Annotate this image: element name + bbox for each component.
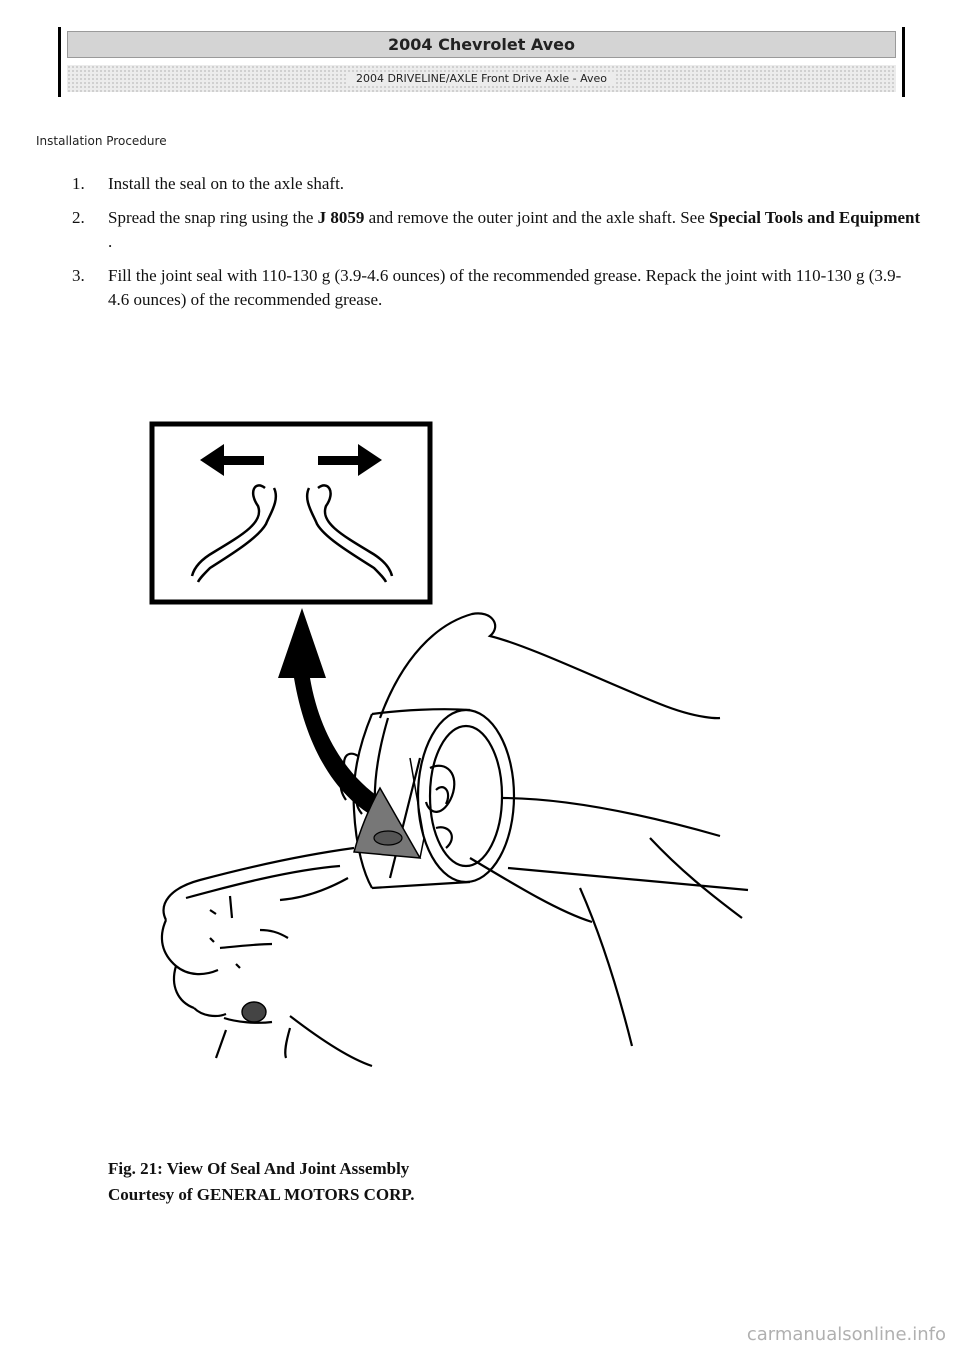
step-text: and remove the outer joint and the axle shaft. See [364,208,709,227]
step-item [72,172,922,196]
section-title: Installation Procedure [36,134,167,148]
step-number: 2. [72,208,85,227]
seal-joint-illustration [140,418,760,1078]
step-text: Fill the joint seal with 110-130 g (3.9-4.6 ounces) of the recommended grease. Repack the joint with 110-130 g (3.9-4.6 ounces) of the recommended grease. [108,266,902,309]
document-subtitle-text: 2004 DRIVELINE/AXLE Front Drive Axle - Aveo [348,72,615,85]
step-text: . [108,232,113,251]
step-text: Spread the snap ring using the [108,208,318,227]
figure-caption [108,1156,415,1208]
curved-arrow-icon [278,608,386,820]
detail-inset [152,424,430,602]
document-title: 2004 Chevrolet Aveo [67,31,896,58]
special-tools-link[interactable]: Special Tools and Equipment [709,208,921,227]
step-text: Install the seal on to the axle shaft. [108,174,345,193]
page-header [58,27,905,97]
figure-caption-title: Fig. 21: View Of Seal And Joint Assembly [108,1159,410,1178]
figure-caption-courtesy: Courtesy of GENERAL MOTORS CORP. [108,1185,415,1204]
step-number: 1. [72,174,85,193]
step-number: 3. [72,266,85,285]
site-watermark: carmanualsonline.info [746,1324,946,1345]
tool-reference: J 8059 [317,208,365,227]
procedure-steps [72,172,922,322]
document-subtitle [67,65,896,92]
step-item [72,264,922,312]
step-item [72,206,922,254]
joint-assembly-drawing [162,613,748,1066]
